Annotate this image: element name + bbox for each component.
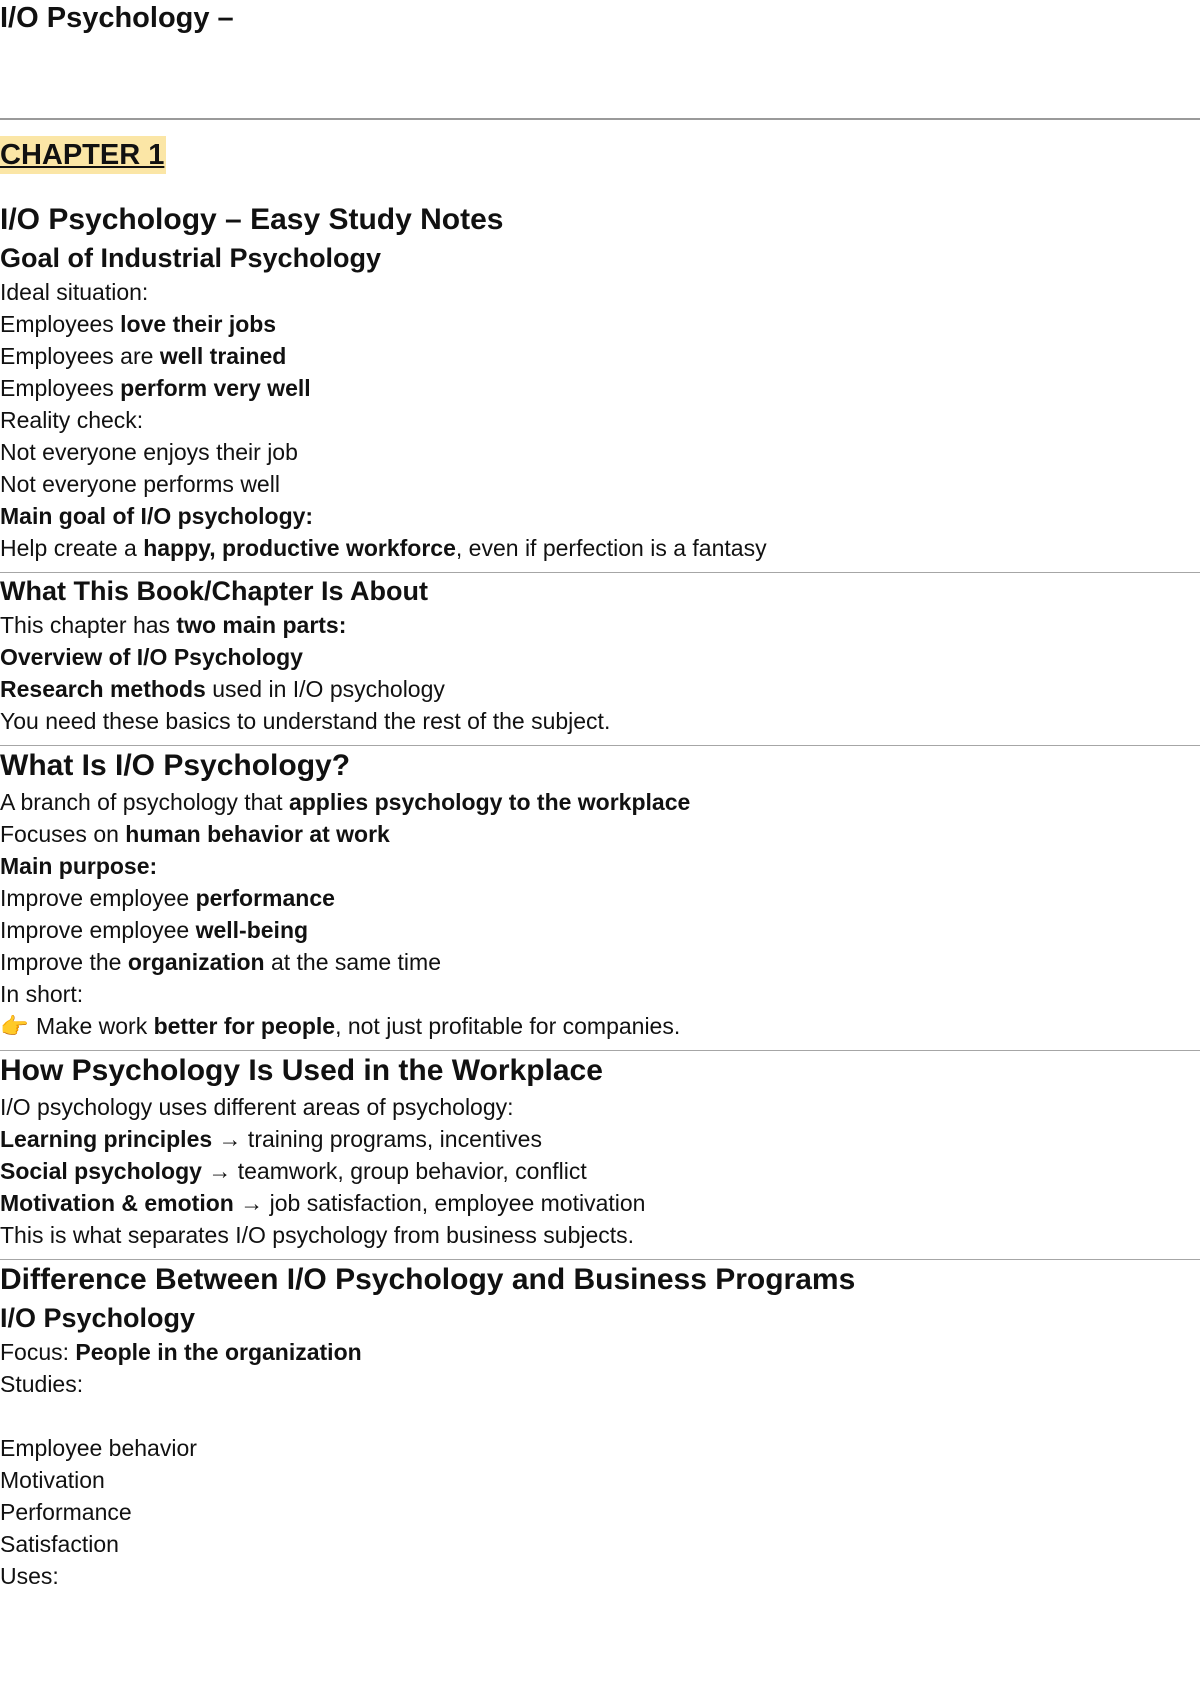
section-goal (0, 200, 1200, 564)
section-about (0, 573, 1200, 737)
usage-heading: How Psychology Is Used in the Workplace (0, 1054, 603, 1087)
studies-item: Performance (0, 1499, 132, 1525)
ideal-item: Employees perform very well (0, 375, 311, 401)
difference-subheading: I/O Psychology (0, 1303, 196, 1333)
studies-item: Employee behavior (0, 1435, 197, 1461)
pointing-hand-icon: 👉 (0, 1013, 29, 1039)
about-note: You need these basics to understand the rest of the subject. (0, 708, 611, 734)
about-part: Overview of I/O Psychology (0, 644, 303, 670)
purpose-item: Improve employee well-being (0, 917, 309, 943)
short-label: In short: (0, 981, 84, 1007)
uses-label: Uses: (0, 1563, 59, 1589)
main-goal-label: Main goal of I/O psychology: (0, 503, 314, 529)
difference-heading: Difference Between I/O Psychology and Business Programs (0, 1263, 856, 1296)
purpose-item: Improve employee performance (0, 885, 335, 911)
reality-item: Not everyone enjoys their job (0, 439, 298, 465)
usage-note: This is what separates I/O psychology from business subjects. (0, 1222, 635, 1248)
usage-intro: I/O psychology uses different areas of psychology: (0, 1094, 514, 1120)
chapter-heading-wrap (0, 120, 1200, 200)
section-difference (0, 1260, 1200, 1592)
ideal-item: Employees love their jobs (0, 311, 277, 337)
purpose-item: Improve the organization at the same time (0, 949, 441, 975)
focus-line: Focus: People in the organization (0, 1339, 362, 1365)
studies-item: Satisfaction (0, 1531, 119, 1557)
studies-item: Motivation (0, 1467, 105, 1493)
ideal-label: Ideal situation: (0, 279, 149, 305)
purpose-label: Main purpose: (0, 853, 158, 879)
usage-item: Learning principles → training programs, incentives (0, 1126, 542, 1152)
about-intro: This chapter has two main parts: (0, 612, 347, 638)
section-usage (0, 1051, 1200, 1251)
notes-title: I/O Psychology – Easy Study Notes (0, 203, 504, 236)
about-part: Research methods used in I/O psychology (0, 676, 445, 702)
whatis-heading: What Is I/O Psychology? (0, 749, 351, 782)
usage-item: Motivation & emotion → job satisfaction, employee motivation (0, 1190, 646, 1216)
whatis-line: Focuses on human behavior at work (0, 821, 390, 847)
usage-item: Social psychology → teamwork, group behavior, conflict (0, 1158, 587, 1184)
main-goal-text: Help create a happy, productive workforce, even if perfection is a fantasy (0, 535, 767, 561)
studies-label: Studies: (0, 1371, 84, 1397)
short-text: 👉 Make work better for people, not just profitable for companies. (0, 1010, 1200, 1042)
reality-item: Not everyone performs well (0, 471, 280, 497)
chapter-label: CHAPTER 1 (0, 136, 166, 174)
ideal-item: Employees are well trained (0, 343, 287, 369)
section-what-is (0, 746, 1200, 1042)
goal-heading: Goal of Industrial Psychology (0, 243, 382, 273)
document-title: I/O Psychology – (0, 2, 234, 34)
whatis-line: A branch of psychology that applies psychology to the workplace (0, 789, 691, 815)
reality-label: Reality check: (0, 407, 144, 433)
about-heading: What This Book/Chapter Is About (0, 576, 428, 606)
